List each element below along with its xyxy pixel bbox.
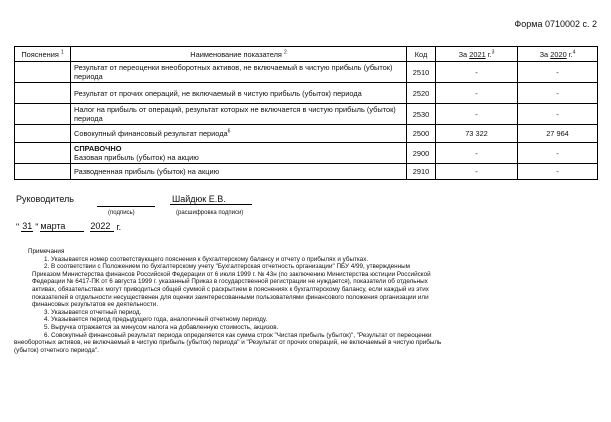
row-code: 2910: [407, 164, 436, 180]
note-item: финансовых результатов ее деятельности.: [32, 301, 159, 309]
col-name-header: Наименование показателя $^2$: [71, 47, 407, 62]
row-name: Совокупный финансовый результат периода$^6$: [71, 125, 407, 143]
row-value-previous: -: [518, 62, 598, 83]
notes-title: Примечания: [28, 248, 65, 255]
row-code: 2900: [407, 143, 436, 164]
signature-date: " 31 " марта 2022 г.: [16, 221, 122, 232]
note-item: внеоборотных активов, не включаемый в чистую прибыль (убыток) периода" и "Результат от прочих операций, не включаемый в чистую прибыль: [14, 339, 442, 347]
date-year: 2022: [90, 221, 114, 232]
note-item: Федерации № 6417-ПК от 6 августа 1999 г. указанный Приказ в государственной регистрации не нуждается), показатели об отдельных: [32, 278, 428, 286]
table-row: [15, 143, 598, 164]
row-code: 2520: [407, 83, 436, 104]
row-value-current: -: [436, 83, 518, 104]
col-explanations-header: Пояснения $^1$: [15, 47, 71, 62]
col-year1-header: За 2021 г.$^3$: [436, 47, 518, 62]
form-label: Форма 0710002 с. 2: [514, 19, 597, 29]
row-value-previous: 27 964: [518, 125, 598, 143]
name-caption: (расшифровка подписи): [176, 210, 244, 216]
table-header-row: [15, 47, 598, 62]
signature-line: [97, 206, 155, 207]
signature-caption: (подпись): [108, 210, 135, 216]
row-code: 2500: [407, 125, 436, 143]
table-row: [15, 125, 598, 143]
notes-section: [14, 248, 597, 354]
row-value-previous: -: [518, 143, 598, 164]
row-name: Результат от переоценки внеоборотных активов, не включаемый в чистую прибыль (убыток) периода: [71, 62, 407, 83]
row-name: Налог на прибыль от операций, результат которых не включается в чистую прибыль (убыток) периода: [71, 104, 407, 125]
note-item: 5. Выручка отражается за минусом налога на добавленную стоимость, акцизов.: [44, 323, 279, 331]
reference-heading: СПРАВОЧНО: [74, 144, 122, 153]
row-value-current: 73 322: [436, 125, 518, 143]
note-item: 3. Указывается отчетный период.: [44, 308, 142, 316]
table-row: [15, 164, 598, 180]
date-month: марта: [40, 221, 84, 232]
table-row: [15, 62, 598, 83]
report-table: [14, 46, 598, 180]
date-day: 31: [22, 221, 33, 231]
note-item: (убыток) отчетного периода".: [14, 346, 99, 354]
col-code-header: Код: [407, 47, 436, 62]
note-item: 2. В соответствии с Положением по бухгалтерскому учету "Бухгалтерская отчетность организации" ПБУ 4/99, утвержденным: [44, 263, 410, 271]
note-item: 1. Указывается номер соответствующего пояснения к бухгалтерскому балансу и отчету о прибылях и убытках.: [44, 255, 369, 263]
col-year2-header: За 2020 г.$^4$: [518, 47, 598, 62]
row-value-previous: -: [518, 164, 598, 180]
table-row: [15, 83, 598, 104]
note-item: активах, обязательствах могут приводиться общей суммой с раскрытием в пояснениях к бухгалтерскому балансу, если каждый из этих: [32, 285, 429, 293]
note-item: 6. Совокупный финансовый результат периода определяется как сумма строк "Чистая прибыль (убыток)", "Результат от переоценки: [44, 331, 432, 339]
row-value-current: -: [436, 143, 518, 164]
row-value-previous: -: [518, 104, 598, 125]
row-code: 2510: [407, 62, 436, 83]
table-row: [15, 104, 598, 125]
row-value-current: -: [436, 164, 518, 180]
row-name: Разводненная прибыль (убыток) на акцию: [71, 164, 407, 180]
note-item: показателей в отдельности несущественен для оценки заинтересованными пользователями финансового положения организации или: [32, 293, 429, 301]
row-value-current: -: [436, 62, 518, 83]
row-value-previous: -: [518, 83, 598, 104]
signer-name: Шайдюк Е.В.: [170, 194, 252, 205]
note-item: 4. Указывается период предыдущего года, аналогичный отчетному периоду.: [44, 316, 268, 324]
row-code: 2530: [407, 104, 436, 125]
signer-role: Руководитель: [16, 194, 74, 204]
note-item: Приказом Министерства финансов Российской Федерации от 6 июля 1999 г. № 43н (по заключению Министерства юстиции Российской: [32, 270, 431, 278]
row-value-current: -: [436, 104, 518, 125]
row-name: СПРАВОЧНО Базовая прибыль (убыток) на акцию: [71, 143, 407, 164]
row-name: Результат от прочих операций, не включаемый в чистую прибыль (убыток) периода: [71, 83, 407, 104]
